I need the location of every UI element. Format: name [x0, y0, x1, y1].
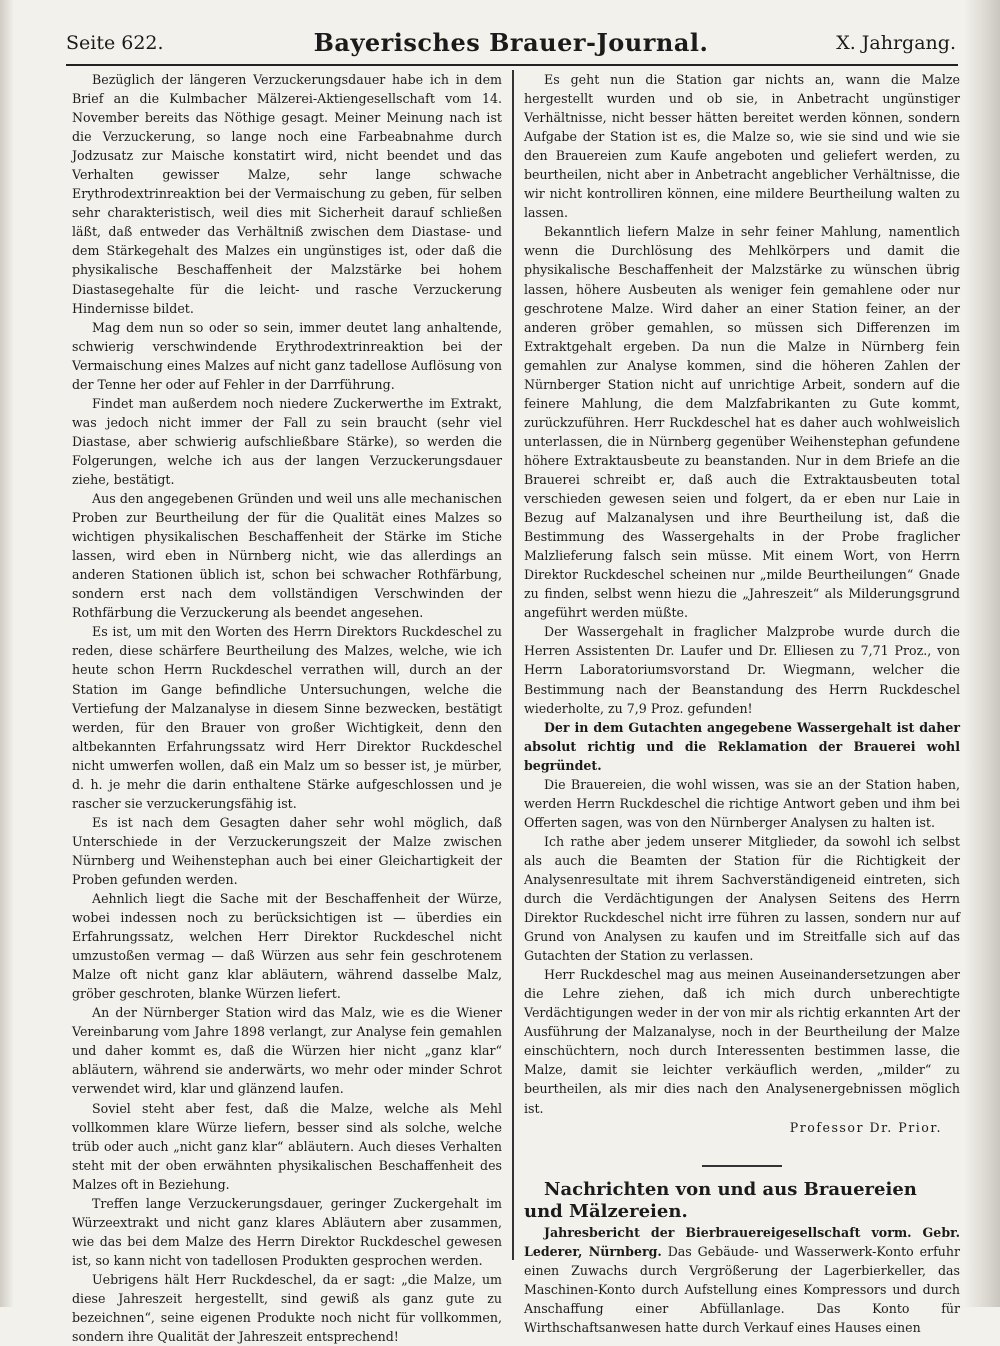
- page-number: Seite 622.: [66, 32, 164, 54]
- paragraph: Treffen lange Verzuckerungsdauer, geringer Zuckergehalt im Würzeextrakt und nicht ganz klares Abläutern aber zusammen, wie das bei dem Malze des Herrn Direktor Ruckdeschel gewesen ist, so kann nicht von tadellosen Produkten gesprochen werden.: [72, 1195, 502, 1268]
- news-section-heading: Nachrichten von und aus Brauereien und Mälzereien.: [524, 1178, 917, 1222]
- paragraph: Aehnlich liegt die Sache mit der Beschaffenheit der Würze, wobei indessen noch zu berücksichtigen ist — überdies ein Erfahrungssatz, welchen Herr Direktor Ruckdeschel nicht umzustoßen vermag — daß Würzen aus sehr fein geschrotenem Malze oft nicht ganz klar abläutern, während dasselbe Malz, gröber geschroten, blanke Würzen liefert.: [72, 891, 502, 1002]
- paragraph: Aus den angegebenen Gründen und weil uns alle mechanischen Proben zur Beurtheilung der für die Qualität eines Malzes so wichtigen physikalischen Beschaffenheit der Stärke im Stiche lassen, wird eben in Nürnberg nicht, wie das allerdings an anderen Stationen üblich ist, schon bei schwacher Rothfärbung, sondern erst nach dem vollständigen Verschwinden der Rothfärbung die Verzuckerung als beendet angesehen.: [72, 491, 502, 621]
- volume-label: X. Jahrgang.: [836, 32, 956, 54]
- page-edge-left: [0, 0, 14, 1307]
- paragraph: Es ist, um mit den Worten des Herrn Direktors Ruckdeschel zu reden, diese schärfere Beurtheilung des Malzes, welche, wie ich heute schon Herrn Ruckdeschel verrathen will, durch an der Station im Gange befindliche Untersuchungen, welche die Vertiefung der Malzanalyse in diesem Sinne bezwecken, bestätigt werden, für den Brauer von großer Wichtigkeit, denn den altbekannten Erfahrungssatz wird Herr Direktor Ruckdeschel nicht umwerfen wollen, daß ein Malz um so besser ist, je mürber, d. h. je mehr die darin enthaltene Stärke aufgeschlossen und je rascher sie verzuckerungsfähig ist.: [72, 624, 502, 811]
- journal-title: Bayerisches Brauer-Journal.: [313, 28, 709, 57]
- paragraph: Ich rathe aber jedem unserer Mitglieder, da sowohl ich selbst als auch die Beamten der Station für die Richtigkeit der Analysenresultate mit ihrem Sachverständigeneid eintreten, sich durch die Verdächtigungen der Analysen Seitens des Herrn Direktor Ruckdeschel nicht irre führen zu lassen, sondern nur auf Grund von Analysen zu kaufen und im Streitfalle sich auf das Gutachten der Station zu verlassen.: [524, 833, 960, 964]
- paragraph: Bezüglich der längeren Verzuckerungsdauer habe ich in dem Brief an die Kulmbacher Mälzerei-Aktiengesellschaft vom 14. November bereits das Nöthige gesagt. Meiner Meinung nach ist die Verzuckerung, so lange noch eine Farbeabnahme durch Jodzusatz zur Maische konstatirt wird, nicht beendet und das Verhalten gewisser Malze, sehr lange schwache Erythrodextrinreaktion bei der Vermaischung zu geben, für selben sehr charakteristisch, weil dies mit Sicherheit darauf schließen läßt, daß entweder das Verhältniß zwischen dem Diastase- und dem Stärkegehalt des Malzes ein ungünstiges ist, oder daß die physikalische Beschaffenheit der Malzstärke bei hohem Diastasegehalte für die leicht- und rasche Verzuckerung Hindernisse bildet.: [72, 72, 502, 316]
- paragraph: Der Wassergehalt in fraglicher Malzprobe wurde durch die Herren Assistenten Dr. Laufer und Dr. Elliesen zu 7,71 Proz., von Herrn Laboratoriumsvorstand Dr. Wiegmann, welcher die Bestimmung nach der Beanstandung des Herrn Ruckdeschel wiederholte, zu 7,9 Proz. gefunden!: [524, 624, 960, 716]
- emphasized-paragraph: Der in dem Gutachten angegebene Wassergehalt ist daher absolut richtig und die Reklamation der Brauerei wohl begründet.: [524, 719, 960, 773]
- section-separator: [702, 1165, 782, 1167]
- report-text: Das Gebäude- und Wasserwerk-Konto erfuhr einen Zuwachs durch Vergrößerung der Lagerbierkeller, das Maschinen-Konto durch Aufstellung eines Kompressors und durch Anschaffung einer Abfüllanlage. Das Konto für Wirthschaftsanwesen hatte durch Verkauf eines Hauses einen: [524, 1243, 960, 1335]
- header-rule: [66, 64, 958, 66]
- column-divider: [512, 70, 514, 1260]
- report-heading: Jahresbericht der Bierbrauereigesellschaft vorm. Gebr. Lederer, Nürnberg.: [524, 1224, 960, 1259]
- paragraph: An der Nürnberger Station wird das Malz, wie es die Wiener Vereinbarung vom Jahre 1898 verlangt, zur Analyse fein gemahlen und daher kommt es, daß die Würzen hier nicht „ganz klar“ abläutern, während sie anderwärts, wo mehr oder minder Schrot verwendet wird, klar und glänzend laufen.: [72, 1005, 502, 1097]
- paragraph: Mag dem nun so oder so sein, immer deutet lang anhaltende, schwierig verschwindende Erythrodextrinreaktion bei der Vermaischung eines Malzes auf nicht ganz tadellose Auflösung von der Tenne her oder auf Fehler in der Darrführung.: [72, 319, 502, 392]
- paragraph: Es geht nun die Station gar nichts an, wann die Malze hergestellt wurden und ob sie, in Anbetracht ungünstiger Verhältnisse, nicht besser hätten bereitet werden können, sondern Aufgabe der Station ist es, die Malze so, wie sie sind und wie sie den Brauereien zum Kaufe angeboten und geliefert werden, zu beurtheilen, nicht aber in Anbetracht angeblicher Verhältnisse, die wir nicht kontrolliren können, eine mildere Beurtheilung walten zu lassen.: [524, 72, 960, 221]
- paragraph: Herr Ruckdeschel mag aus meinen Auseinandersetzungen aber die Lehre ziehen, daß ich mich durch unberechtigte Verdächtigungen weder in der von mir als richtig erkannten Art der Ausführung der Malzanalyse, noch in der Beurtheilung der Malze einschüchtern, noch durch Interessenten bestimmen lasse, die Malze, damit sie leichter verkäuflich werden, „milder“ zu beurtheilen, als mir dies nach den Analysenergebnissen möglich ist.: [524, 967, 960, 1116]
- paragraph: Die Brauereien, die wohl wissen, was sie an der Station haben, werden Herrn Ruckdeschel die richtige Antwort geben und ihm bei Offerten sagen, was von den Nürnberger Analysen zu halten ist.: [524, 776, 960, 830]
- paragraph: Uebrigens hält Herr Ruckdeschel, da er sagt: „die Malze, um diese Jahreszeit hergestellt, sind gewiß als ganz gute zu bezeichnen“, seine eigenen Produkte noch nicht für vollkommen, sondern ihre Qualität der Jahreszeit entsprechend!: [72, 1271, 502, 1345]
- page-header: [66, 26, 956, 62]
- page-edge-right: [964, 0, 1000, 1307]
- paragraph: Bekanntlich liefern Malze in sehr feiner Mahlung, namentlich wenn die Durchlösung des Mehlkörpers und damit die physikalische Beschaffenheit der Malzstärke zu wünschen übrig lassen, höhere Ausbeuten als weniger fein gemahlene oder nur geschrotene Malze. Wird daher an einer Station feiner, an der anderen gröber gemahlen, so müssen sich Differenzen im Extraktgehalt ergeben. Da nun die Malze in Nürnberg fein gemahlen zur Analyse kommen, sind die höheren Zahlen der Nürnberger Station nicht auf unrichtige Arbeit, sondern auf die feinere Mahlung, die dem Malzfabrikanten zu Gute kommt, zurückzuführen. Herr Ruckdeschel hat es daher auch wohlweislich unterlassen, die in Nürnberg gegenüber Weihenstephan gefundene höhere Extraktausbeute zu beanstanden. Nur in dem Briefe an die Brauerei schreibt er, daß auch die Extraktausbeuten total verschieden gewesen seien und folgert, da er eben nur Laie in Bezug auf Malzanalysen und ihre Beurtheilung ist, daß die Bestimmung des Wassergehalts in der Probe fraglicher Malzlieferung falsch sein müsse. Mit einem Wort, von Herrn Direktor Ruckdeschel scheinen nur „milde Beurtheilungen“ Gnade zu finden, selbst wenn hiezu die „Jahreszeit“ als Milderungsgrund angeführt werden müßte.: [524, 224, 960, 621]
- paragraph: Soviel steht aber fest, daß die Malze, welche als Mehl vollkommen klare Würze liefern, besser sind als solche, welche trüb oder auch „nicht ganz klar“ abläutern. Auch dieses Verhalten steht mit der oben erwähnten physikalischen Beschaffenheit des Malzes oft in Beziehung.: [72, 1100, 502, 1192]
- right-column: [524, 70, 960, 1337]
- author-signature: Professor Dr. Prior.: [789, 1119, 942, 1135]
- report-paragraph: [524, 1223, 960, 1337]
- paragraph: Findet man außerdem noch niedere Zuckerwerthe im Extrakt, was jedoch nicht immer der Fall zu sein braucht (sehr viel Diastase, aber schwierig aufschließbare Stärke), so werden die Folgerungen, welche ich aus der langen Verzuckerungsdauer ziehe, bestätigt.: [72, 395, 502, 487]
- paragraph: Es ist nach dem Gesagten daher sehr wohl möglich, daß Unterschiede in der Verzuckerungszeit der Malze zwischen Nürnberg und Weihenstephan auch bei einer Gleichartigkeit der Proben gefunden werden.: [72, 814, 502, 887]
- left-column: [72, 70, 502, 1346]
